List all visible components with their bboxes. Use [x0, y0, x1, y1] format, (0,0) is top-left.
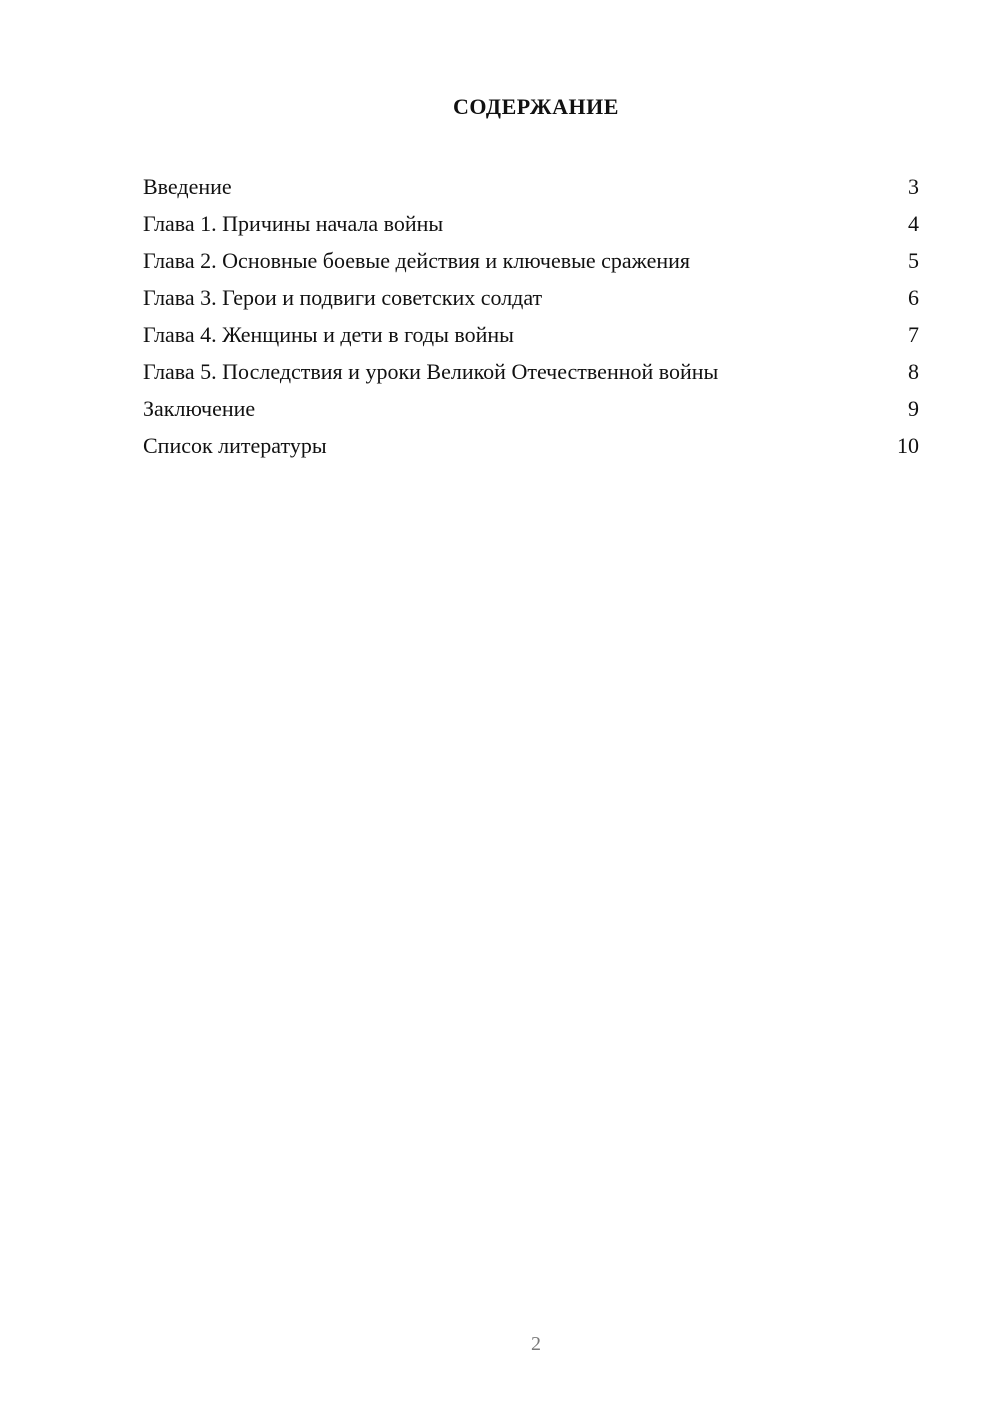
table-of-contents	[143, 168, 919, 464]
toc-entry-label: Глава 5. Последствия и уроки Великой Отечественной войны	[143, 359, 719, 384]
toc-entry-bibliography	[143, 427, 919, 464]
toc-entry-page: 4	[908, 211, 919, 236]
toc-entry-page: 7	[908, 322, 919, 347]
toc-entry-page: 6	[908, 285, 919, 310]
toc-entry-page: 9	[908, 396, 919, 421]
toc-entry-label: Заключение	[143, 396, 256, 421]
toc-entry-page: 10	[897, 433, 919, 458]
toc-entry-chapter-3	[143, 279, 919, 316]
toc-entry-label: Список литературы	[143, 433, 327, 458]
page-title: СОДЕРЖАНИЕ	[453, 94, 619, 119]
toc-entry-label: Введение	[143, 174, 232, 199]
toc-entry-chapter-1	[143, 205, 919, 242]
toc-entry-page: 5	[908, 248, 919, 273]
toc-entry-label: Глава 1. Причины начала войны	[143, 211, 444, 236]
toc-entry-chapter-2	[143, 242, 919, 279]
toc-entry-introduction	[143, 168, 919, 205]
toc-entry-page: 8	[908, 359, 919, 384]
toc-entry-label: Глава 2. Основные боевые действия и ключевые сражения	[143, 248, 691, 273]
toc-entry-conclusion	[143, 390, 919, 427]
toc-entry-page: 3	[908, 174, 919, 199]
page-number: 2	[531, 1333, 541, 1355]
toc-entry-label: Глава 4. Женщины и дети в годы войны	[143, 322, 514, 347]
toc-entry-label: Глава 3. Герои и подвиги советских солдат	[143, 285, 543, 310]
toc-entry-chapter-4	[143, 316, 919, 353]
toc-entry-chapter-5	[143, 353, 919, 390]
